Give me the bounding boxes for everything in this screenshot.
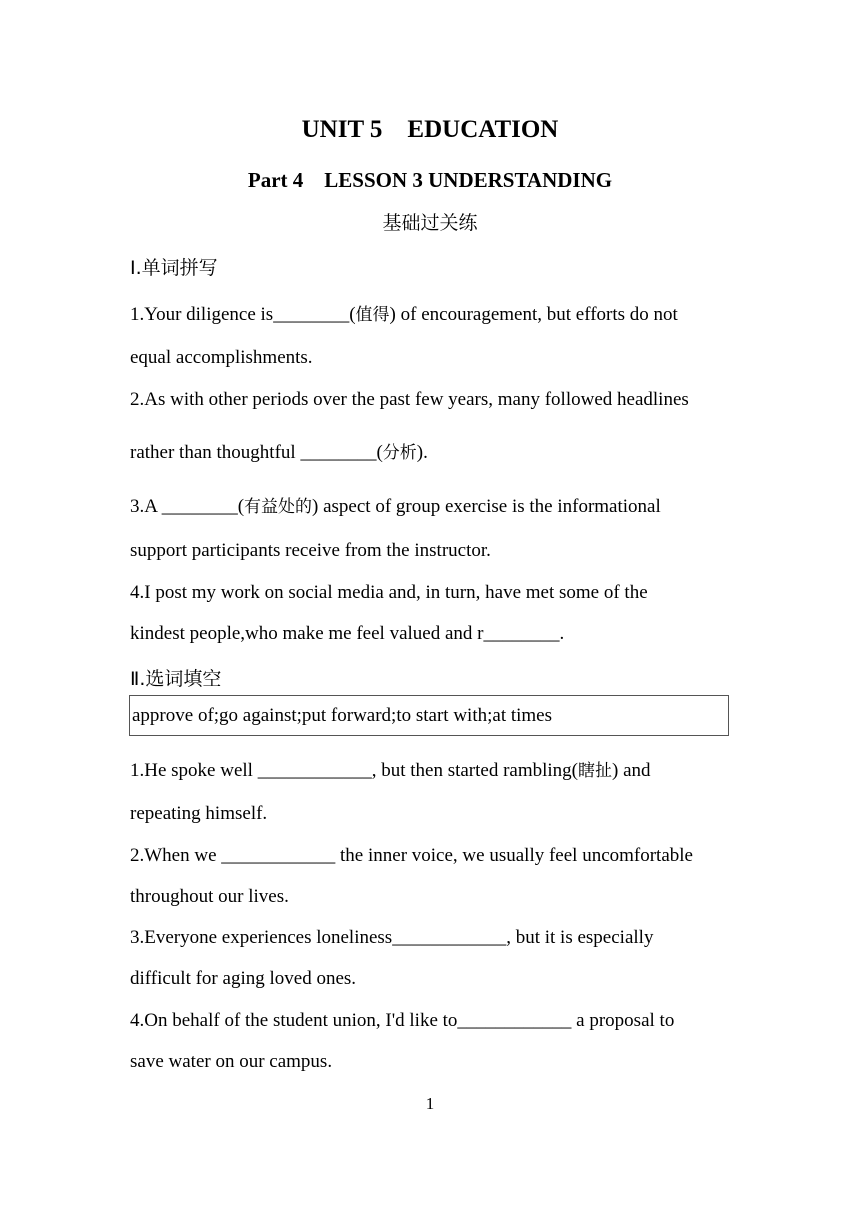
page-number: 1 <box>425 1094 435 1113</box>
s1-q3-line2: support participants receive from the instructor. <box>130 540 491 561</box>
unit-title: UNIT 5 EDUCATION <box>301 116 559 143</box>
s2-q1-line2: repeating himself. <box>130 803 268 824</box>
s2-q2-line1: 2.When we ____________ the inner voice, we usually feel uncomfortable <box>130 845 693 866</box>
s1-q1-line1: 1.Your diligence is________(值得) of encouragement, but efforts do not <box>130 304 678 325</box>
part-title: Part 4 LESSON 3 UNDERSTANDING <box>247 168 613 192</box>
s1-q2-line1: 2.As with other periods over the past few years, many followed headlines <box>130 389 689 410</box>
s2-q4-line1: 4.On behalf of the student union, I'd like to____________ a proposal to <box>130 1010 675 1031</box>
s2-q3-line2: difficult for aging loved ones. <box>130 968 357 989</box>
s1-q1-line2: equal accomplishments. <box>130 347 313 368</box>
s1-q2-line2: rather than thoughtful ________(分析). <box>130 442 428 463</box>
s2-q4-line2: save water on our campus. <box>130 1051 333 1072</box>
s1-q4-line1: 4.I post my work on social media and, in turn, have met some of the <box>130 582 648 603</box>
s1-q3-line1: 3.A ________(有益处的) aspect of group exercise is the informational <box>130 496 661 517</box>
section-2-heading: Ⅱ.选词填空 <box>130 668 222 690</box>
s2-q2-line2: throughout our lives. <box>130 886 289 907</box>
s2-q3-line1: 3.Everyone experiences loneliness____________, but it is especially <box>130 927 654 948</box>
word-bank-box: approve of;go against;put forward;to start with;at times <box>129 695 729 736</box>
s2-q1-line1: 1.He spoke well ____________, but then started rambling(瞎扯) and <box>130 760 651 781</box>
section-1-heading: Ⅰ.单词拼写 <box>130 257 218 279</box>
s1-q4-line2: kindest people,who make me feel valued and r________. <box>130 623 565 644</box>
exercise-heading: 基础过关练 <box>382 212 478 234</box>
